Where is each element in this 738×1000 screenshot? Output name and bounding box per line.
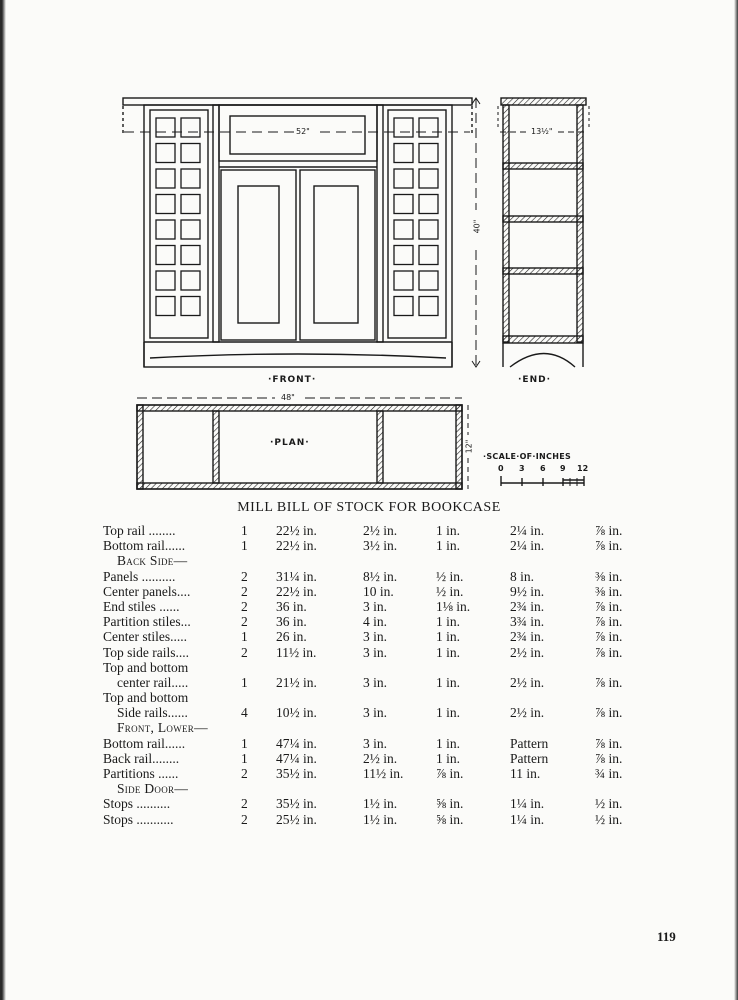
scale-tick-0: 0 [498, 464, 504, 473]
glass-pane [156, 195, 175, 214]
quantity: 2 [241, 796, 248, 812]
glass-pane [156, 144, 175, 163]
item-name: Side rails...... [117, 705, 188, 721]
item-name: Panels .......... [103, 568, 176, 584]
finished-thickness: ½ in. [595, 811, 623, 827]
thickness: 1 in. [436, 735, 461, 751]
end-depth-label: 13½" [531, 127, 553, 136]
item-name: Top and bottom [103, 659, 189, 675]
width: 3 in. [363, 644, 388, 660]
width: 2½ in. [363, 750, 398, 766]
quantity: 1 [241, 629, 248, 645]
glass-pane [394, 169, 413, 188]
finished-thickness: ⅞ in. [595, 598, 623, 614]
quantity: 2 [241, 644, 248, 660]
finished-thickness: ¾ in. [595, 766, 623, 781]
glass-pane [181, 144, 200, 163]
thickness: 1 in. [436, 674, 461, 690]
quantity: 1 [241, 523, 248, 538]
height-dimension-label: 40" [472, 219, 482, 234]
width: 4 in. [363, 614, 388, 630]
glass-pane [181, 271, 200, 290]
length: 22½ in. [276, 523, 317, 538]
glass-pane [419, 271, 438, 290]
section-heading-label: Back Side— [117, 553, 188, 569]
width: 3 in. [363, 674, 388, 690]
length: 10½ in. [276, 705, 317, 721]
length: 35½ in. [276, 796, 317, 812]
length: 11½ in. [276, 644, 317, 660]
scale-tick-12: 12 [577, 464, 589, 473]
length: 25½ in. [276, 811, 317, 827]
glass-pane [419, 144, 438, 163]
width: 3 in. [363, 735, 388, 751]
finished-thickness: ⅞ in. [595, 735, 623, 751]
page-title: MILL BILL OF STOCK FOR BOOKCASE [237, 500, 501, 515]
quantity: 1 [241, 750, 248, 766]
finished-width: Pattern [510, 750, 549, 766]
finished-width: 2¾ in. [510, 629, 545, 645]
scale-bar [501, 476, 584, 486]
finished-thickness: ⅞ in. [595, 705, 623, 721]
front-label: ·FRONT· [268, 375, 317, 385]
plan-width-label: 48" [281, 393, 295, 402]
quantity: 4 [241, 705, 248, 721]
thickness: 1 in. [436, 614, 461, 630]
quantity: 2 [241, 598, 248, 614]
quantity: 2 [241, 614, 248, 630]
scale-tick-9: 9 [560, 464, 566, 473]
finished-width: 2¼ in. [510, 538, 545, 554]
glass-pane [419, 195, 438, 214]
length: 36 in. [276, 598, 307, 614]
length: 36 in. [276, 614, 307, 630]
section-heading-label: Front, Lower— [117, 720, 208, 736]
item-name: Bottom rail...... [103, 538, 186, 554]
glass-pane [181, 118, 200, 137]
finished-thickness: ⅞ in. [595, 614, 623, 630]
finished-thickness: ½ in. [595, 796, 623, 812]
width: 2½ in. [363, 523, 398, 538]
finished-width: 3¾ in. [510, 614, 545, 630]
item-name: Top and bottom [103, 690, 189, 706]
length: 22½ in. [276, 538, 317, 554]
thickness: 1 in. [436, 629, 461, 645]
glass-pane [156, 220, 175, 239]
length: 47¼ in. [276, 735, 317, 751]
finished-width: 8 in. [510, 568, 535, 584]
glass-pane [419, 169, 438, 188]
glass-pane [394, 271, 413, 290]
item-name: Back rail........ [103, 750, 180, 766]
quantity: 2 [241, 766, 248, 781]
glass-pane [156, 297, 175, 316]
glass-pane [156, 118, 175, 137]
finished-width: 1¼ in. [510, 811, 545, 827]
finished-width: Pattern [510, 735, 549, 751]
glass-pane [394, 195, 413, 214]
length: 35½ in. [276, 766, 317, 781]
length: 22½ in. [276, 583, 317, 599]
width: 8½ in. [363, 568, 398, 584]
glass-pane [156, 271, 175, 290]
glass-pane [419, 220, 438, 239]
glass-pane [394, 144, 413, 163]
thickness: 1 in. [436, 644, 461, 660]
quantity: 2 [241, 583, 248, 599]
finished-width: 1¼ in. [510, 796, 545, 812]
finished-width: 11 in. [510, 766, 541, 781]
thickness: 1⅛ in. [436, 598, 471, 614]
glass-pane [394, 220, 413, 239]
quantity: 1 [241, 735, 248, 751]
finished-width: 2¼ in. [510, 523, 545, 538]
thickness: ⅞ in. [436, 766, 464, 781]
finished-width: 2½ in. [510, 705, 545, 721]
item-name: Stops .......... [103, 796, 171, 812]
glass-pane [181, 195, 200, 214]
glass-pane [181, 169, 200, 188]
glass-pane [181, 297, 200, 316]
quantity: 2 [241, 811, 248, 827]
finished-width: 2½ in. [510, 674, 545, 690]
width: 3 in. [363, 598, 388, 614]
quantity: 1 [241, 674, 248, 690]
item-name: Partitions ...... [103, 766, 179, 781]
item-name: Center stiles..... [103, 629, 187, 645]
width: 1½ in. [363, 796, 398, 812]
finished-thickness: ⅞ in. [595, 750, 623, 766]
quantity: 1 [241, 538, 248, 554]
length: 21½ in. [276, 674, 317, 690]
width: 3 in. [363, 629, 388, 645]
width: 10 in. [363, 583, 394, 599]
finished-thickness: ⅞ in. [595, 629, 623, 645]
glass-pane [394, 246, 413, 265]
glass-pane [156, 246, 175, 265]
length: 26 in. [276, 629, 307, 645]
finished-width: 2½ in. [510, 644, 545, 660]
glass-pane [394, 118, 413, 137]
quantity: 2 [241, 568, 248, 584]
thickness: 1 in. [436, 750, 461, 766]
scale-tick-3: 3 [519, 464, 525, 473]
width: 11½ in. [363, 766, 404, 781]
section-heading-label: Side Door— [117, 781, 189, 797]
thickness: 1 in. [436, 538, 461, 554]
glass-pane [419, 297, 438, 316]
glass-pane [156, 169, 175, 188]
finished-thickness: ⅞ in. [595, 644, 623, 660]
width: 3 in. [363, 705, 388, 721]
finished-thickness: ⅜ in. [595, 568, 623, 584]
finished-thickness: ⅞ in. [595, 674, 623, 690]
glass-pane [181, 220, 200, 239]
finished-width: 9½ in. [510, 583, 545, 599]
item-name: Top side rails.... [103, 644, 190, 660]
finished-thickness: ⅞ in. [595, 538, 623, 554]
width-dimension-label: 52" [296, 127, 310, 136]
item-name: Bottom rail...... [103, 735, 186, 751]
finished-thickness: ⅞ in. [595, 523, 623, 538]
item-name: Partition stiles... [103, 614, 191, 630]
scale-label: ·SCALE·OF·INCHES [483, 452, 572, 461]
thickness: ½ in. [436, 583, 464, 599]
end-elevation [498, 98, 589, 367]
length: 31¼ in. [276, 568, 317, 584]
thickness: ½ in. [436, 568, 464, 584]
glass-pane [419, 246, 438, 265]
width: 1½ in. [363, 811, 398, 827]
scale-tick-6: 6 [540, 464, 546, 473]
glass-pane [419, 118, 438, 137]
item-name: Center panels.... [103, 583, 191, 599]
thickness: ⅝ in. [436, 796, 464, 812]
finished-thickness: ⅜ in. [595, 583, 623, 599]
width: 3½ in. [363, 538, 398, 554]
glass-pane [394, 297, 413, 316]
plan-label: ·PLAN· [270, 438, 310, 448]
plan-depth-label: 12" [464, 439, 474, 454]
item-name: center rail..... [117, 674, 189, 690]
thickness: ⅝ in. [436, 811, 464, 827]
item-name: Stops ........... [103, 811, 174, 827]
thickness: 1 in. [436, 523, 461, 538]
page-number: 119 [657, 929, 676, 944]
item-name: Top rail ........ [103, 523, 176, 538]
end-label: ·END· [518, 375, 551, 385]
glass-pane-grid [156, 118, 438, 316]
glass-pane [181, 246, 200, 265]
thickness: 1 in. [436, 705, 461, 721]
finished-width: 2¾ in. [510, 598, 545, 614]
length: 47¼ in. [276, 750, 317, 766]
item-name: End stiles ...... [103, 598, 180, 614]
